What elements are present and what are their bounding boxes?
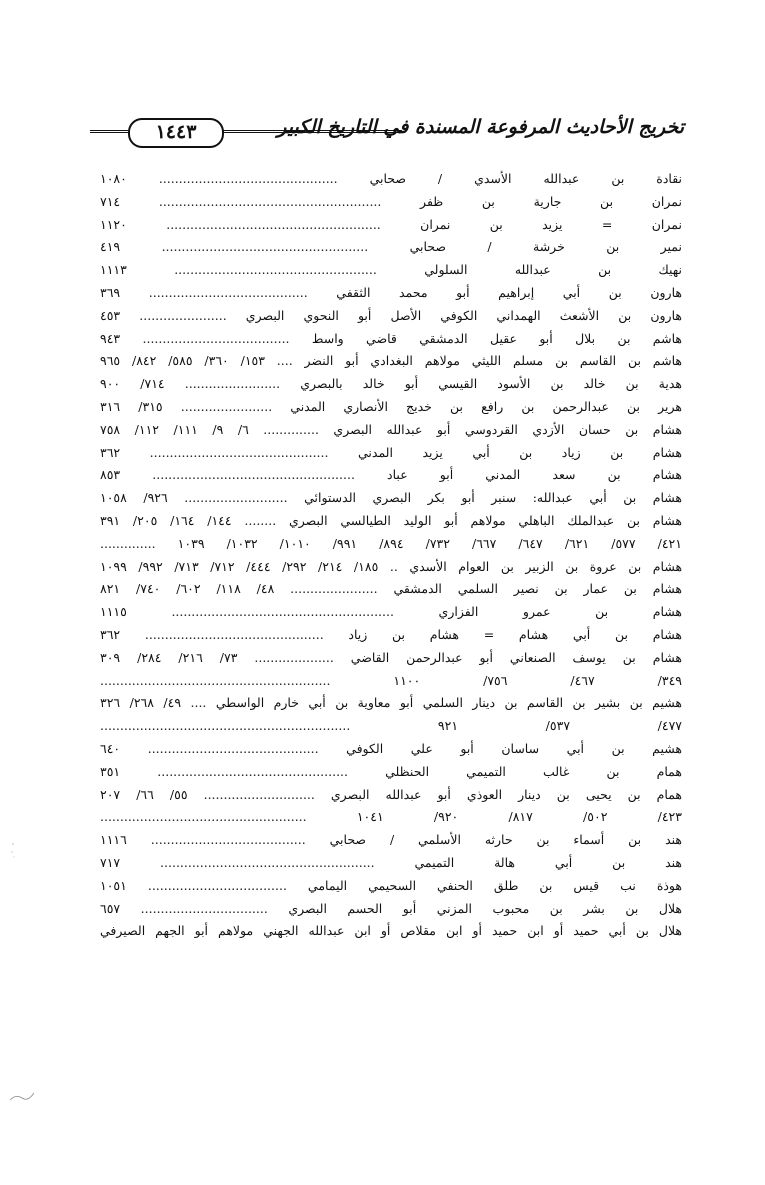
index-entry: هارون بن أبي إبراهيم أبو محمد الثقفي ........................................ ٣٦٩ (100, 284, 682, 300)
index-entry: هلال بن بشر بن محبوب المزني أبو الحسم البصري ................................ ٦٥٧ (100, 900, 682, 916)
index-entry: هدية بن خالد بن الأسود القيسي أبو خالد بالبصري ........................ ٧١٤/ ٩٠٠ (100, 376, 682, 392)
index-entry: هشام بن عمرو الفزاري ........................................................ ١١١٥ (100, 604, 682, 620)
index-entry: نقادة بن عبدالله الأسدي / صحابي ............................................. ١٠٨٠ (100, 171, 682, 186)
margin-speck-icon (10, 840, 16, 860)
index-entry: هشام بن زياد بن أبي يزيد المدني ............................................. ٣٦٢ (100, 444, 682, 460)
index-entry: هلال بن أبي حميد أو ابن حميد أو ابن مقلاص أو ابن عبدالله الجهني مولاهم أبو الجهم الصيرفي (100, 923, 682, 939)
index-entry-continuation: ٤٧٧/ ٥٣٧/ ٩٢١ ............................................................... (100, 718, 682, 734)
index-entry: همام بن يحيى بن دينار العوذي أبو عبدالله البصري ............................ ٥٥/ ٦٦/ ٢٠٧ (100, 786, 682, 802)
index-entry: نمران = يزيد بن نمران ...................................................... ١١٢٠ (100, 216, 682, 232)
index-entry-continuation: ٣٤٩/ ٤٦٧/ ٧٥٦/ ١١٠٠ .......................................................... (100, 672, 682, 688)
index-entry: هشيم بن أبي ساسان أبو علي الكوفي ........................................... ٦٤٠ (100, 740, 682, 756)
index-entry: هارون بن الأشعث الهمداني الكوفي الأصل أبو النحوي البصري ...................... ٤٥٣ (100, 307, 682, 323)
index-entry: هند بن أبي هالة التميمي ...................................................... ٧١٧ (100, 854, 682, 870)
index-entry: هاشم بن القاسم بن مسلم الليثي مولاهم البغدادي أبو النضر .... ١٥٣/ ٣٦٠/ ٥٨٥/ ٨٤٢/ ٩٦٥ (100, 353, 682, 369)
index-entry: هشيم بن بشير بن القاسم بن دينار السلمي أبو معاوية بن أبي خارم الواسطي .... ٤٩/ ٢٦٨/ ٣٢٦ (100, 695, 682, 711)
index-list (100, 168, 682, 943)
index-entry: نهيك بن عبدالله السلولي ................................................... ١١١٣ (100, 262, 682, 278)
index-entry: نمران بن جارية بن ظفر ........................................................ ٧١٤ (100, 193, 682, 209)
index-entry: هند بن أسماء بن حارثه الأسلمي / صحابي ....................................... ١١١٦ (100, 832, 682, 848)
running-title: تخريج الأحاديث المرفوعة المسندة في التاريخ الكبير (277, 116, 684, 138)
index-entry: هشام بن عبدالملك الباهلي مولاهم أبو الوليد الطيالسي البصري ........ ١٤٤/ ١٦٤/ ٢٠٥/ ٣٩١ (100, 512, 682, 528)
pencil-mark-icon (8, 1090, 36, 1104)
index-entry: هشام بن حسان الأزدي القردوسي أبو عبدالله البصري .............. ٦/ ٩/ ١١١/ ١١٢/ ٧٥٨ (100, 421, 682, 437)
header-rule-left (90, 130, 128, 133)
index-entry: هشام بن أبي عبدالله: سنبر أبو بكر البصري الدستوائي .......................... ٩٢٦/ ١٠٥٨ (100, 490, 682, 506)
index-entry: هوذة نب قيس بن طلق الحنفي السحيمي اليمامي ................................... ١٠٥١ (100, 877, 682, 893)
index-entry: هاشم بن بلال أبو عقيل الدمشقي قاضي واسط ..................................... ٩٤٣ (100, 330, 682, 346)
header-rule (222, 130, 402, 133)
page-header (90, 112, 684, 152)
index-entry: همام بن غالب التميمي الحنظلي ................................................ ٣٥١ (100, 763, 682, 779)
index-entry: هشام بن أبي هشام = هشام بن زياد ............................................. ٣٦٢ (100, 626, 682, 642)
index-entry: هشام بن يوسف الصنعاني أبو عبدالرحمن القاضي .................... ٧٣/ ٢١٦/ ٢٨٤/ ٣٠٩ (100, 649, 682, 665)
index-entry: نمير بن خرشة / صحابي .................................................... ٤١٩ (100, 239, 682, 255)
index-entry: هشام بن سعد المدني أبو عباد ................................................... ٨٥٣ (100, 467, 682, 483)
page-number: ١٤٤٣ (128, 118, 224, 148)
index-entry-continuation: ٤٢١/ ٥٧٧/ ٦٢١/ ٦٤٧/ ٦٦٧/ ٧٣٢/ ٨٩٤/ ٩٩١/ ١٠١٠/ ١٠٣٢/ ١٠٣٩ .............. (100, 535, 682, 551)
index-entry: هشام بن عروة بن الزبير بن العوام الأسدي .. ١٨٥/ ٢١٤/ ٢٩٢/ ٤٤٤/ ٧١٢/ ٧١٣/ ٩٩٢/ ١٠٩٩ (100, 558, 682, 574)
index-entry-continuation: ٤٢٣/ ٥٠٢/ ٨١٧/ ٩٢٠/ ١٠٤١ .................................................... (100, 809, 682, 825)
index-entry: هرير بن عبدالرحمن بن رافع بن خديج الأنصاري المدني ....................... ٣١٥/ ٣١٦ (100, 398, 682, 414)
index-entry: هشام بن عمار بن نصير السلمي الدمشقي ...................... ٤٨/ ١١٨/ ٦٠٢/ ٧٤٠/ ٨٢١ (100, 581, 682, 597)
